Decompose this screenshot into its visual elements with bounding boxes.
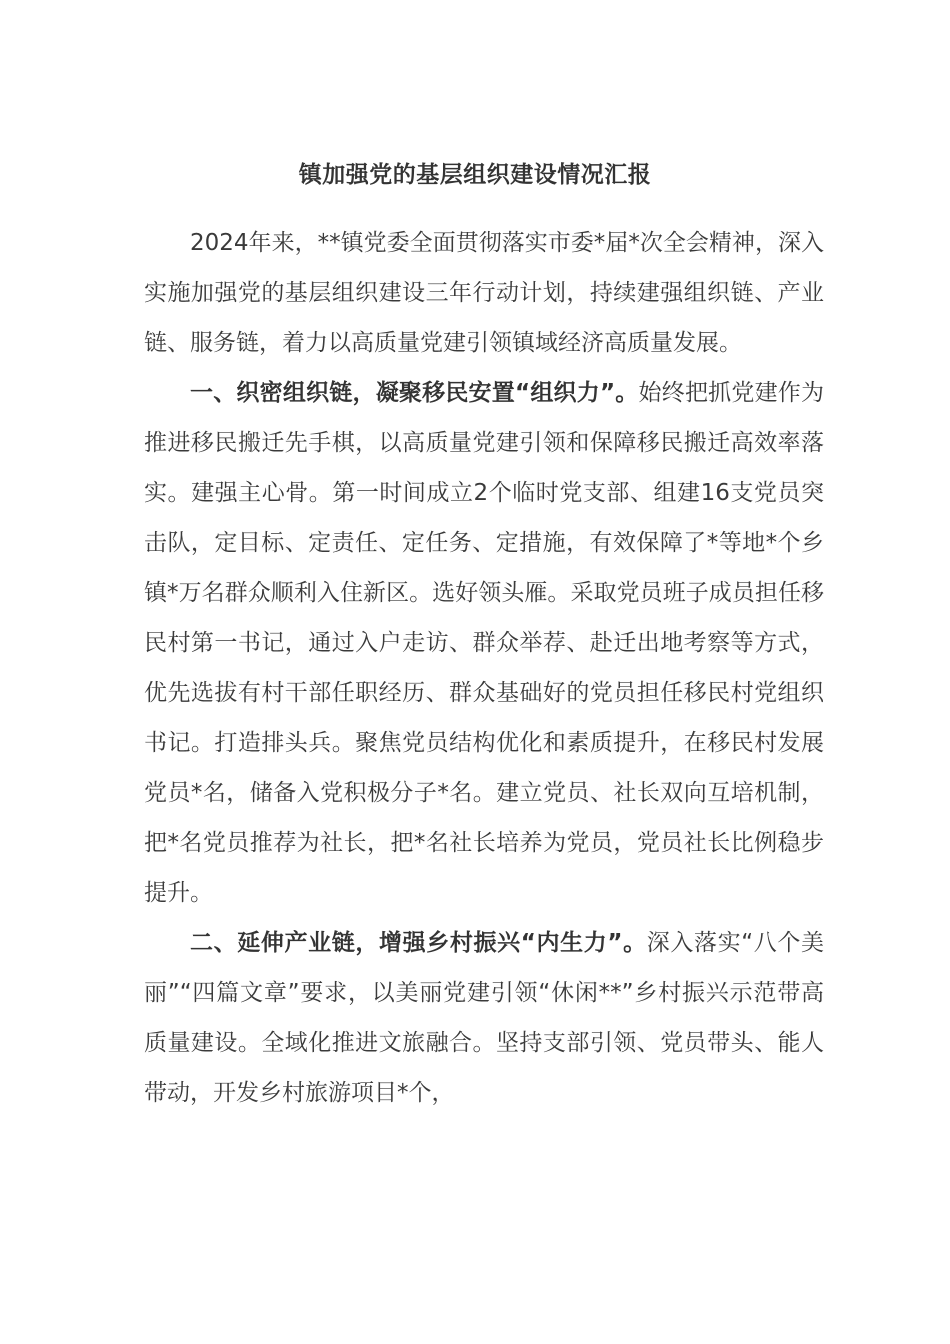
section-two-paragraph: [144, 918, 824, 1118]
document-title: 镇加强党的基层组织建设情况汇报: [298, 162, 652, 188]
intro-paragraph-text: 2024年来，**镇党委全面贯彻落实市委*届*次全会精神，深入实施加强党的基层组织建设三年行动计划，持续建强组织链、产业链、服务链，着力以高质量党建引领镇域经济高质量发展。: [144, 230, 824, 356]
section-one-paragraph: [144, 368, 824, 918]
section-two-text: 深入落实“八个美丽”“四篇文章”要求，以美丽党建引领“休闲**”乡村振兴示范带高质量建设。全域化推进文旅融合。坚持支部引领、党员带头、能人带动，开发乡村旅游项目*个，: [144, 930, 825, 1106]
section-one-text: 始终把抓党建作为推进移民搬迁先手棋，以高质量党建引领和保障移民搬迁高效率落实。建强主心骨。第一时间成立2个临时党支部、组建16支党员突击队，定目标、定责任、定任务、定措施，有效保障了*等地*个乡镇*万名群众顺利入住新区。选好领头雁。采取党员班子成员担任移民村第一书记，通过入户走访、群众举荐、赴迁出地考察等方式，优先选拔有村干部任职经历、群众基础好的党员担任移民村党组织书记。打造排头兵。聚焦党员结构优化和素质提升，在移民村发展党员*名，储备入党积极分子*名。建立党员、社长双向互培机制，把*名党员推荐为社长，把*名社长培养为党员，党员社长比例稳步提升。: [144, 380, 825, 906]
document-body: [144, 218, 824, 1118]
section-one-heading: 一、织密组织链，凝聚移民安置“组织力”。: [190, 380, 639, 406]
section-two-heading: 二、延伸产业链，增强乡村振兴“内生力”。: [190, 930, 647, 956]
intro-paragraph: [144, 218, 824, 368]
